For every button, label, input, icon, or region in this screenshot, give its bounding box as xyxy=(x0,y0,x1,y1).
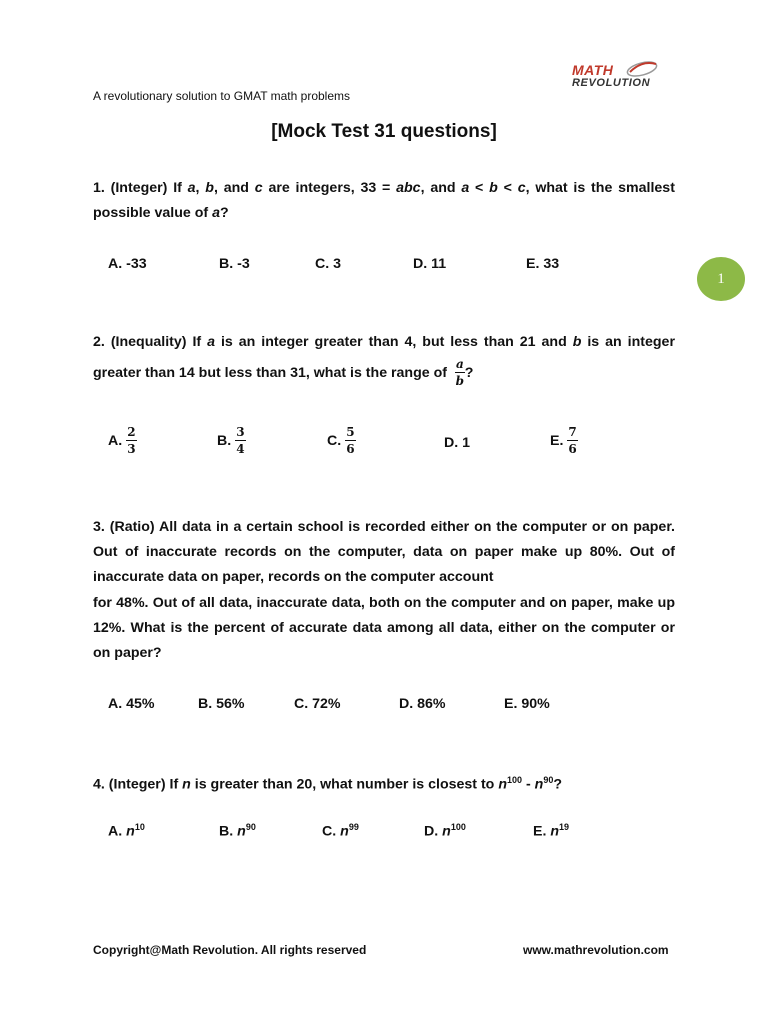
question-number: 2. xyxy=(93,334,105,350)
question-4: 4. (Integer) If n is greater than 20, what number is closest to $n^{100} - n^{90}$? xyxy=(93,775,563,793)
text: < xyxy=(503,180,512,196)
var: n xyxy=(126,823,135,840)
var: n xyxy=(237,823,246,840)
text: If xyxy=(173,180,182,196)
header-tagline: A revolutionary solution to GMAT math problems xyxy=(93,89,351,103)
option-c[interactable]: C. 3 xyxy=(315,256,342,272)
option-a[interactable] xyxy=(108,426,137,456)
numerator: 5 xyxy=(346,425,355,439)
var: b xyxy=(489,180,498,196)
question-text: All data in a certain school is recorded either on the computer or on paper. Out of inaccurate records on the computer, data on paper make up 80%. Out of inaccurate data on paper, records on the computer account xyxy=(93,519,675,585)
text: and xyxy=(223,180,249,196)
question-2: 2. (Inequality) If a is an integer greater than 4, but less than 21 and b is an integer greater than 14 but less than 31, what is the range of $\frac{a}{b}$ ? xyxy=(93,334,675,389)
option-a[interactable]: A. 45% xyxy=(108,696,155,712)
question-text: for 48%. Out of all data, inaccurate data, both on the computer and on paper, make up 12%. What is the percent of accurate data among all data, either on the computer or on paper? xyxy=(93,595,675,661)
exponent: 19 xyxy=(559,822,570,832)
text: , what is the smallest possible value of xyxy=(93,180,675,221)
exponent: 100 xyxy=(450,822,466,832)
var: a xyxy=(187,180,196,196)
page-number-badge: 1 xyxy=(697,257,745,301)
option-c[interactable]: C. 72% xyxy=(294,696,341,712)
numerator: a xyxy=(455,357,464,372)
var: a xyxy=(207,334,215,350)
question-tag: (Integer) xyxy=(108,776,166,793)
question-tag: (Ratio) xyxy=(109,519,155,535)
option-e[interactable] xyxy=(550,426,578,456)
option-letter: A. xyxy=(108,823,123,840)
option-d[interactable]: D. 1 xyxy=(444,435,471,451)
option-d[interactable]: D. 11 xyxy=(413,256,447,272)
var: b xyxy=(205,180,214,196)
logo-text-revolution: REVOLUTION xyxy=(572,77,651,89)
question-number: 4. xyxy=(93,776,105,793)
var: n xyxy=(442,823,451,840)
numerator: 3 xyxy=(236,425,245,439)
question-tag: (Inequality) xyxy=(110,334,187,350)
option-letter: C. xyxy=(322,823,337,840)
option-letter: E. xyxy=(533,823,547,840)
var: n xyxy=(182,776,191,793)
fraction xyxy=(126,426,136,456)
footer-website-link[interactable]: www.mathrevolution.com xyxy=(523,943,669,957)
fraction xyxy=(567,426,577,456)
question-3 xyxy=(93,515,675,590)
option-b[interactable] xyxy=(219,822,256,840)
text: If xyxy=(169,776,179,793)
var: n xyxy=(340,823,349,840)
var: n xyxy=(534,776,544,793)
fraction xyxy=(345,426,355,456)
option-e[interactable] xyxy=(533,822,569,840)
var: c xyxy=(254,180,263,196)
exponent: 10 xyxy=(134,822,145,832)
option-c[interactable] xyxy=(327,426,356,456)
text: If xyxy=(192,334,202,350)
text: is greater than 20, what number is closest to xyxy=(194,776,495,793)
var: n xyxy=(550,823,560,840)
var: c xyxy=(517,180,526,196)
denominator: 6 xyxy=(568,442,577,456)
var: a xyxy=(212,205,220,221)
option-e[interactable]: E. 90% xyxy=(504,696,550,712)
question-tag: (Integer) xyxy=(110,180,168,196)
text: are integers, 33 = xyxy=(268,180,391,196)
option-letter: E. xyxy=(550,432,564,449)
denominator: 6 xyxy=(346,442,355,456)
option-e[interactable]: E. 33 xyxy=(526,256,560,272)
option-b[interactable]: B. 56% xyxy=(198,696,245,712)
option-letter: B. xyxy=(219,823,234,840)
numerator: 2 xyxy=(127,425,136,439)
exponent: 99 xyxy=(348,822,359,832)
option-letter: C. xyxy=(327,432,342,449)
question-number: 3. xyxy=(93,519,105,535)
exponent: 100 xyxy=(506,775,523,785)
question-1: 1. (Integer) If a, b, and c are integers, 33 = abc, and a < b < c, what is the smallest possible value of a? xyxy=(93,180,675,221)
option-b[interactable] xyxy=(217,426,246,456)
question-number: 1. xyxy=(93,180,105,196)
question-3-continued xyxy=(93,591,675,666)
denominator: b xyxy=(455,374,465,389)
var: a xyxy=(461,180,470,196)
text: , and xyxy=(420,180,456,196)
option-letter: B. xyxy=(217,432,232,449)
text: < xyxy=(475,180,484,196)
var: n xyxy=(498,776,507,793)
option-b[interactable]: B. -3 xyxy=(219,256,250,272)
footer-copyright: Copyright@Math Revolution. All rights reserved xyxy=(93,943,367,957)
numerator: 7 xyxy=(568,425,577,439)
denominator: 4 xyxy=(236,442,245,456)
option-a[interactable] xyxy=(108,822,145,840)
text: - xyxy=(525,776,531,793)
option-letter: A. xyxy=(108,432,123,449)
option-c[interactable] xyxy=(322,822,359,840)
logo-text-math: MATH xyxy=(572,62,614,78)
text: is an integer greater than 14 but less than 31, what is the range of xyxy=(93,334,675,381)
page-title: [Mock Test 31 questions] xyxy=(271,121,497,142)
exponent: 90 xyxy=(245,822,256,832)
var: b xyxy=(572,334,582,350)
var: abc xyxy=(396,180,421,196)
option-d[interactable]: D. 86% xyxy=(399,696,446,712)
text: is an integer greater than 4, but less than 21 and xyxy=(220,334,567,350)
option-d[interactable] xyxy=(424,822,466,840)
math-revolution-logo xyxy=(570,58,665,94)
fraction xyxy=(235,426,245,456)
option-letter: D. xyxy=(424,823,439,840)
exponent: 90 xyxy=(543,775,554,785)
denominator: 3 xyxy=(127,442,136,456)
option-a[interactable]: A. -33 xyxy=(108,256,147,272)
fraction-a-over-b xyxy=(455,358,465,388)
